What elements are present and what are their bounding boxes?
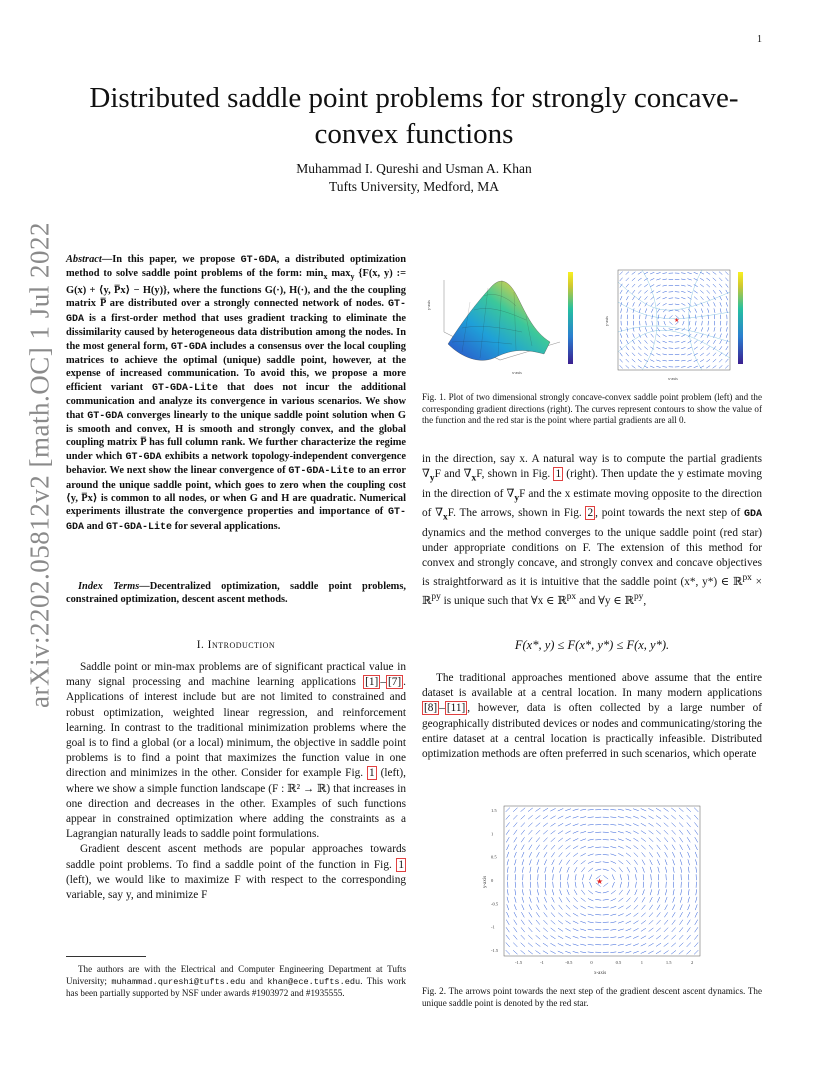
left-y-label: y-axis: [426, 300, 431, 310]
text: –: [439, 702, 445, 715]
text: dynamics and the method converges to the unique saddle point (red star) under appropriate conditions on F. The extension of this method for convex and strongly concave, and strongly convex and concave objectives is straightforward as it is intuitive that the saddle point (x*, y*) ∈ ℝ: [422, 526, 762, 588]
affiliation: Tufts University, Medford, MA: [328, 179, 499, 194]
superscript: px: [566, 592, 577, 603]
text: –: [380, 676, 386, 689]
x-tick-label: -1.5: [515, 960, 523, 965]
text: The traditional approaches mentioned above assume that the entire dataset is available at a central location. In many modern applications: [422, 672, 762, 700]
text: F and ∇: [434, 468, 472, 481]
abstract-text: {F(x, y) := G(x) + ⟨y, P̅x⟩ − H(y)}, where the functions G(·), H(·), and the the coupling matrix P̅ are distributed over a strongly connected network of nodes.: [66, 268, 406, 310]
abstract-text: that does not incur the additional communication and analyze its convergence in various scenarios. We show that: [66, 381, 406, 421]
method-name: GT-GDA: [125, 451, 162, 463]
subscript: x: [443, 512, 448, 523]
y-tick-label: 0: [491, 878, 494, 883]
method-name: GT-GDA-Lite: [288, 466, 355, 478]
text: . Applications of interest include but are not limited to constrained and robust optimization, weighted linear regression, and reinforcement learning. In contrast to the traditional minimization problems where the goal is to find a global (or a local) minimum, the objective in saddle point problems is to find a point that maximizes the function value in one direction and minimizes in the other. Consider for example Fig.: [66, 676, 406, 780]
figure-1-caption: Fig. 1. Plot of two dimensional strongly concave-convex saddle point problem (left) and the corresponding gradient directions (right). The curves represent contours to show the value of the function and the red star is the point where partial gradients are all 0.: [422, 392, 762, 425]
x-axis-label: x-axis: [594, 971, 607, 976]
text: , point towards the next step of: [595, 507, 744, 520]
index-terms-label: Index Terms: [78, 581, 140, 592]
citation-link[interactable]: [1]: [365, 676, 379, 689]
abstract-text: exhibits a network topology-independent convergence behavior. We next show the linear convergence of: [66, 450, 406, 477]
figure-2: [478, 802, 708, 982]
introduction-text: [66, 660, 406, 903]
abstract-text: is a first-order method that uses gradient tracking to eliminate the dissimilarity caused by heterogeneous data distribution among the nodes. In the most general form,: [66, 312, 406, 352]
abstract-text: includes a consensus over the local coupling matrices to achieve the optimal (unique) saddle point, however, at the expense of increased communication. To avoid this, we propose a more efficient variant: [66, 340, 406, 393]
x-tick-label: 2: [691, 960, 694, 965]
text: and: [245, 975, 268, 986]
y-tick-label: 0.5: [491, 854, 497, 860]
text: . This work has been partially supported by NSF under awards #1903972 and #1935555.: [66, 975, 406, 998]
intro-paragraph: [66, 660, 406, 842]
method-name: GT-GDA: [87, 410, 124, 422]
citation-link[interactable]: [11]: [446, 702, 466, 715]
index-terms: [66, 580, 406, 607]
authors: Muhammad I. Qureshi and Usman A. Khan: [296, 161, 532, 176]
subscript: x: [471, 473, 477, 484]
figure-1-graphic: [422, 262, 762, 384]
text: Saddle point or min-max problems are of significant practical value in many signal processing and machine learning applications: [66, 661, 406, 689]
gradient-field-plot: [604, 270, 743, 381]
figure-link[interactable]: 1: [369, 767, 375, 780]
text: (right). Then update the y estimate moving in the direction of ∇: [422, 468, 762, 500]
abstract-text: and: [84, 520, 106, 532]
superscript: px: [742, 573, 752, 584]
subscript: y: [514, 492, 520, 503]
y-tick-label: -0.5: [491, 901, 499, 907]
method-name: GT-GDA: [240, 255, 277, 266]
text: × ℝ: [422, 575, 762, 607]
figure-link[interactable]: 1: [398, 858, 404, 871]
method-name: GT-GDA: [66, 507, 406, 533]
paper-title: Distributed saddle point problems for strongly concave-convex functions: [89, 82, 739, 150]
x-tick-label: 0.5: [615, 960, 622, 965]
right-column-text: [422, 452, 762, 609]
figure-link[interactable]: 2: [587, 507, 594, 520]
x-ticks: [515, 960, 693, 965]
index-terms-text: —Decentralized optimization, saddle point problems, constrained optimization, descent ascent methods.: [66, 581, 406, 606]
x-tick-label: 1.5: [665, 960, 672, 965]
subscript: y: [429, 473, 435, 484]
superscript: py: [431, 592, 441, 603]
x-tick-label: -0.5: [565, 960, 573, 965]
abstract-text: for several applications.: [171, 520, 281, 532]
y-tick-label: 1.5: [491, 808, 497, 813]
saddle-point-star: ★: [674, 318, 680, 324]
superscript: py: [633, 592, 644, 603]
surface-plot: [426, 272, 573, 375]
y-ticks: [491, 808, 499, 953]
footnote: [66, 964, 406, 1000]
abstract: Abstract—In this paper, we propose GT-GDA, a distributed optimization method to solve saddle point problems of the form: $\min_x \max_y \{F(x$, y) := G(x) + ⟨y, P̅x⟩ − H(y)}, where the functions G(·), H(·), and the the coupling matrix P̅ are distributed over a strongly connected network of nodes. GT-GDA is a first-order method that uses gradient tracking to eliminate the dissimilarity caused by heterogeneous data distribution among the nodes. In the most general form, GT-GDA includes a consensus over the local coupling matrices to achieve the optimal (unique) saddle point, however, at the expense of increased communication. To avoid this, we propose a more efficient variant GT-GDA-Lite that does not incur the additional communication and analyze its convergence in various scenarios. We show that GT-GDA converges linearly to the unique saddle point solution when G is smooth and convex, H is smooth and strongly convex, and the global coupling matrix P̅ has full column rank. We further characterize the regime under which GT-GDA exhibits a network topology-independent convergence behavior. We next show the linear convergence of GT-GDA-Lite to an error around the unique saddle point, which goes to zero when the coupling cost ⟨y, P̅x⟩ is common to all nodes, or when G and H are quadratic. Numerical experiments illustrate the convergence properties and importance of GT-GDA and GT-GDA-Lite for several applications.: [66, 254, 407, 533]
y-tick-label: 1: [491, 831, 494, 837]
text: F and the x estimate moving opposite to the direction of ∇: [422, 487, 762, 520]
right-column-text-2: [422, 671, 762, 762]
y-axis-label: y-axis: [483, 875, 488, 888]
colorbar-left: [568, 272, 573, 364]
left-x-label: x-axis: [512, 370, 522, 375]
paragraph: [422, 671, 762, 762]
text: and ∀y ∈ ℝ: [576, 594, 634, 607]
right-y-label: y-axis: [604, 316, 609, 326]
colorbar-right: [738, 272, 743, 364]
abstract-text: —In this paper, we propose: [101, 254, 241, 265]
figure-2-caption: Fig. 2. The arrows point towards the next step of the gradient descent ascent dynamics. The unique saddle point is denoted by the red star.: [422, 986, 762, 1008]
method-name: GT-GDA: [66, 299, 406, 325]
saddle-point-star: ★: [596, 877, 604, 886]
footnote-separator: [66, 956, 146, 957]
intro-paragraph: [66, 842, 406, 903]
abstract-text: to an error around the unique saddle point, which goes to zero when the coupling cost ⟨y, P̅x⟩ is common to all nodes, or when G and H are quadratic. Numerical experiments illustrate the convergence properties and importance of: [66, 465, 406, 518]
section-heading: I. Introduction: [196, 639, 276, 651]
text: (left), we would like to maximize F with respect to the corresponding variable, say y, and minimize F: [66, 873, 406, 902]
email-link[interactable]: muhammad.qureshi@tufts.edu: [111, 976, 246, 987]
y-tick-label: -1: [491, 924, 495, 930]
citation-link[interactable]: [8]: [424, 702, 438, 715]
method-name: GT-GDA-Lite: [105, 521, 172, 533]
x-tick-label: 0: [590, 960, 593, 965]
figure-link[interactable]: 1: [555, 468, 562, 481]
paragraph: [422, 452, 762, 609]
right-x-label: x-axis: [668, 376, 678, 381]
x-tick-label: 1: [640, 960, 643, 965]
figure-1: [422, 262, 762, 384]
method-name: GDA: [743, 509, 762, 521]
citation-link[interactable]: [7]: [387, 676, 402, 689]
abstract-text: max: [327, 268, 351, 280]
text: , however, data is often collected by a large number of geographically distributed devices or nodes and communicating/storing the entire dataset at a central location is practically infeasible. Distributed optimization methods are often preferred in such scenarios, which operate: [422, 702, 762, 761]
email-link[interactable]: khan@ece.tufts.edu: [267, 976, 361, 987]
text: Gradient descent ascent methods are popular approaches towards saddle point problems. To find a saddle point of the function in Fig.: [66, 843, 406, 871]
x-tick-label: -1: [540, 960, 544, 965]
arxiv-id: arXiv:2202.05812v2 [math.OC] 1 Jul 2022: [24, 222, 55, 708]
text: is unique such that ∀x ∈ ℝ: [440, 594, 567, 607]
text: in the direction, say x. A natural way is to compute the partial gradients ∇: [422, 453, 762, 481]
abstract-label: Abstract: [66, 254, 102, 265]
text: (left), where we show a simple function landscape (F : ℝ² → ℝ) that increases in one direction and decreases in the other. Examples of such functions appear in constrained optimization where adding the constraints as a Lagrangian naturally leads to saddle point formulations.: [66, 767, 406, 841]
arxiv-sidebar: [20, 222, 60, 708]
page-number: 1: [757, 34, 762, 45]
method-name: GT-GDA: [170, 341, 207, 353]
equation: F(x*, y) ≤ F(x*, y*) ≤ F(x, y*).: [514, 638, 670, 652]
text: The authors are with the Electrical and Computer Engineering Department at Tufts University;: [66, 964, 406, 986]
author-block: [60, 160, 768, 196]
figure-2-graphic: [478, 802, 708, 982]
text: ,: [643, 594, 647, 607]
text: F. The arrows, shown in Fig.: [447, 507, 586, 520]
y-tick-label: -1.5: [491, 948, 499, 953]
abstract-text: converges linearly to the unique saddle point solution when G is smooth and convex, H is smooth and strongly convex, and the global coupling matrix P̅ has full column rank. We further characterize the regime under which: [66, 409, 406, 462]
method-name: GT-GDA-Lite: [151, 382, 218, 394]
text: F, shown in Fig.: [476, 468, 554, 481]
abstract-text: , a distributed optimization method to solve saddle point problems of the form: min: [66, 254, 407, 280]
